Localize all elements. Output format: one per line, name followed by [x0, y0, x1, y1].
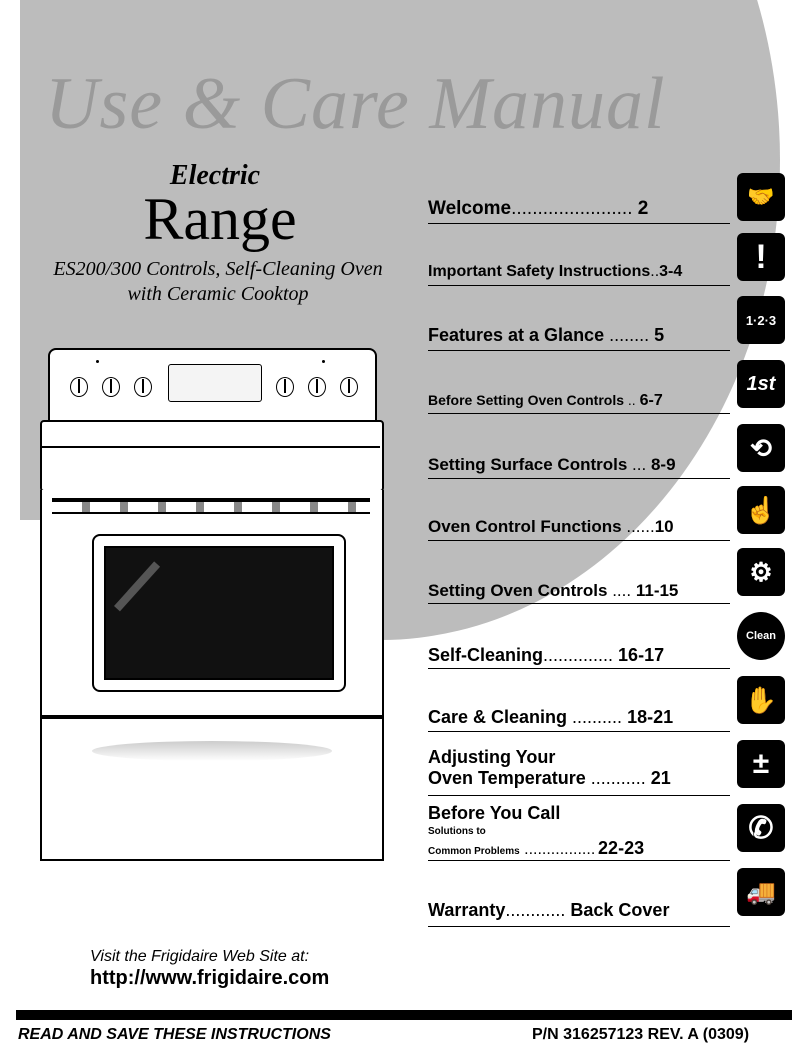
toc-item-care-cleaning[interactable]: Care & Cleaning .......... 18-21 — [428, 707, 674, 727]
toc-item-self-cleaning[interactable]: Self-Cleaning.............. 16-17 — [428, 645, 665, 665]
first-icon: 1st — [737, 360, 785, 408]
storage-drawer — [40, 717, 384, 861]
surface-control-icon: ⟲ — [737, 424, 785, 472]
table-of-contents — [428, 0, 788, 930]
warning-icon: ! — [737, 233, 785, 281]
toc-item-oven-controls[interactable]: Setting Oven Controls .... 11-15 — [428, 581, 679, 600]
oven-controls-icon: ⚙ — [737, 548, 785, 596]
touch-pad-icon: ☝ — [737, 486, 785, 534]
footer-divider — [16, 1010, 792, 1020]
part-number: P/N 316257123 REV. A (0309) — [532, 1026, 750, 1043]
web-intro-text: Visit the Frigidaire Web Site at: — [90, 948, 310, 965]
toc-item-surface-controls[interactable]: Setting Surface Controls ... 8-9 — [428, 455, 676, 474]
toc-item-common-problems[interactable]: Common Problems ................ 22-23 — [428, 838, 645, 858]
toc-item-features[interactable]: Features at a Glance ........ 5 — [428, 325, 665, 345]
manual-title: Use & Care Manual — [45, 63, 666, 145]
range-illustration — [40, 340, 380, 860]
oven-display — [168, 364, 262, 402]
toc-item-adjusting-temp[interactable]: Adjusting Your Oven Temperature ........... 21 — [428, 747, 671, 788]
handshake-icon: 🤝 — [737, 173, 785, 221]
features-numbered-icon: 1·2·3 — [737, 296, 785, 344]
toc-item-welcome[interactable]: Welcome....................... 2 — [428, 198, 649, 219]
product-description: ES200/300 Controls, Self-Cleaning Oven — [53, 258, 383, 280]
read-save-notice: READ AND SAVE THESE INSTRUCTIONS — [18, 1026, 331, 1043]
phone-icon: ✆ — [737, 804, 785, 852]
toc-item-before-you-call[interactable]: Before You Call — [428, 803, 561, 823]
thermometer-icon: ± — [737, 740, 785, 788]
cleaning-hand-icon: ✋ — [737, 676, 785, 724]
oven-window — [94, 536, 344, 690]
door-handle — [52, 498, 370, 514]
website-link[interactable]: http://www.frigidaire.com — [90, 967, 330, 989]
clean-icon: Clean — [737, 612, 785, 660]
toc-item-before-setting[interactable]: Before Setting Oven Controls .. 6-7 — [428, 392, 663, 409]
toc-item-safety[interactable]: Important Safety Instructions..3-4 — [428, 263, 683, 280]
cooktop — [40, 420, 384, 492]
product-type: Electric — [169, 160, 261, 191]
control-panel — [48, 348, 377, 424]
toc-item-solutions: Solutions to — [428, 826, 486, 837]
toc-item-oven-functions[interactable]: Oven Control Functions ......10 — [428, 517, 674, 536]
truck-icon: 🚚 — [737, 868, 785, 916]
product-name: Range — [143, 186, 297, 252]
product-description-2: with Ceramic Cooktop — [127, 283, 309, 305]
toc-item-warranty[interactable]: Warranty............ Back Cover — [428, 900, 670, 920]
oven-door — [40, 490, 384, 717]
